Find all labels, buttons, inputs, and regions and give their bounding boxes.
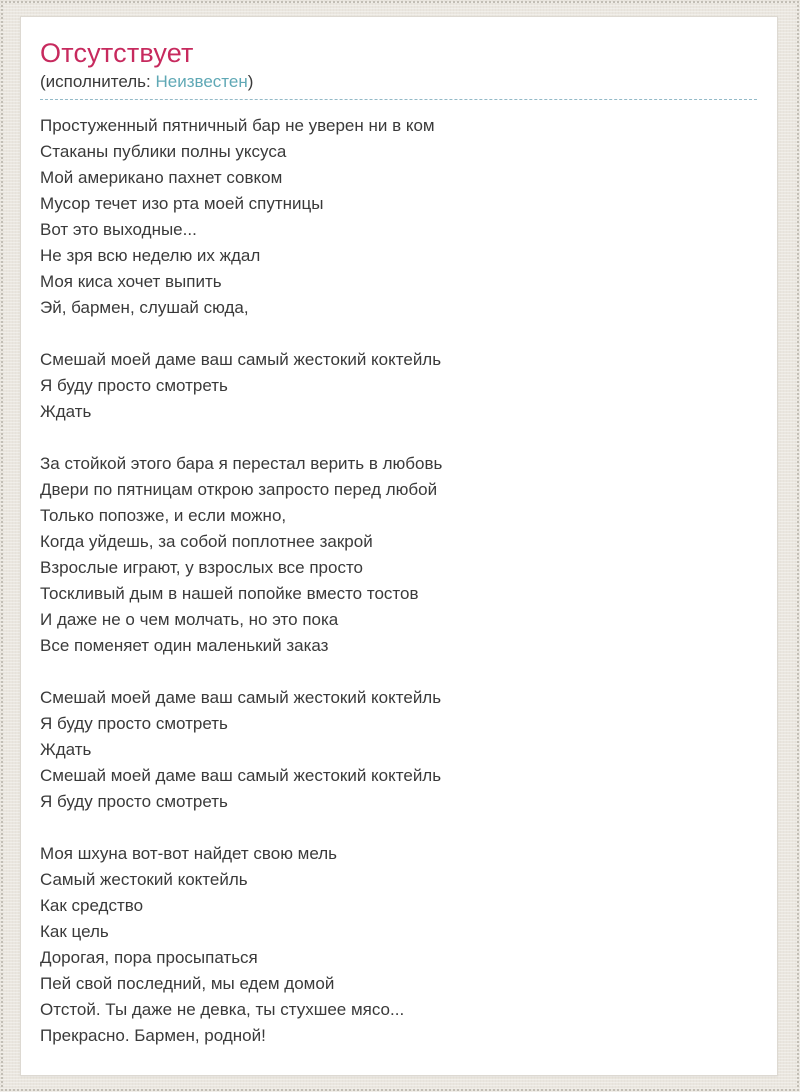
lyric-line: Ждать (40, 402, 92, 422)
lyric-line: Только попозже, и если можно, (40, 506, 287, 526)
lyric-line: Взрослые играют, у взрослых все просто (40, 558, 363, 578)
lyric-line: Смешай моей даме ваш самый жестокий коктейль (40, 766, 442, 786)
lyric-line: Смешай моей даме ваш самый жестокий коктейль (40, 350, 442, 370)
lyric-line: Я буду просто смотреть (40, 376, 228, 396)
lyric-line: Я буду просто смотреть (40, 714, 228, 734)
lyric-line: Пей свой последний, мы едем домой (40, 974, 335, 994)
lyric-line: Ждать (40, 740, 92, 760)
lyric-line: И даже не о чем молчать, но это пока (40, 610, 339, 630)
lyric-line: Моя шхуна вот-вот найдет свою мель (40, 844, 338, 864)
artist-suffix: ) (247, 72, 254, 92)
artist-line (40, 72, 757, 100)
lyric-line: Самый жестокий коктейль (40, 870, 248, 890)
lyric-line: Мусор течет изо рта моей спутницы (40, 194, 324, 214)
artist-label: (исполнитель: (40, 72, 156, 92)
lyric-line: Когда уйдешь, за собой поплотнее закрой (40, 532, 373, 552)
lyric-line: За стойкой этого бара я перестал верить в любовь (40, 454, 443, 474)
lyric-line: Смешай моей даме ваш самый жестокий коктейль (40, 688, 442, 708)
lyric-line: Простуженный пятничный бар не уверен ни в ком (40, 116, 435, 136)
lyric-line: Мой американо пахнет совком (40, 168, 283, 188)
lyric-line: Эй, бармен, слушай сюда, (40, 298, 249, 318)
lyric-line: Тоскливый дым в нашей попойке вместо тостов (40, 584, 419, 604)
page-title: Отсутствует (40, 38, 194, 68)
lyric-line (40, 321, 757, 347)
lyric-line (40, 815, 757, 841)
lyric-line: Не зря всю неделю их ждал (40, 246, 261, 266)
artist-link[interactable]: Неизвестен (155, 72, 248, 92)
lyric-line: Все поменяет один маленький заказ (40, 636, 329, 656)
lyrics-card (20, 16, 778, 1076)
lyric-line: Стаканы публики полны уксуса (40, 142, 287, 162)
lyric-line: Отстой. Ты даже не девка, ты стухшее мясо... (40, 1000, 405, 1020)
lyric-line (40, 425, 757, 451)
lyrics-text (40, 113, 757, 1049)
lyric-line: Я буду просто смотреть (40, 792, 228, 812)
lyric-line: Дорогая, пора просыпаться (40, 948, 258, 968)
lyric-line: Двери по пятницам открою запросто перед любой (40, 480, 438, 500)
lyric-line (40, 659, 757, 685)
lyric-line: Прекрасно. Бармен, родной! (40, 1026, 266, 1046)
lyric-line: Моя киса хочет выпить (40, 272, 222, 292)
lyric-line: Как средство (40, 896, 144, 916)
lyric-line: Как цель (40, 922, 109, 942)
lyric-line: Вот это выходные... (40, 220, 197, 240)
